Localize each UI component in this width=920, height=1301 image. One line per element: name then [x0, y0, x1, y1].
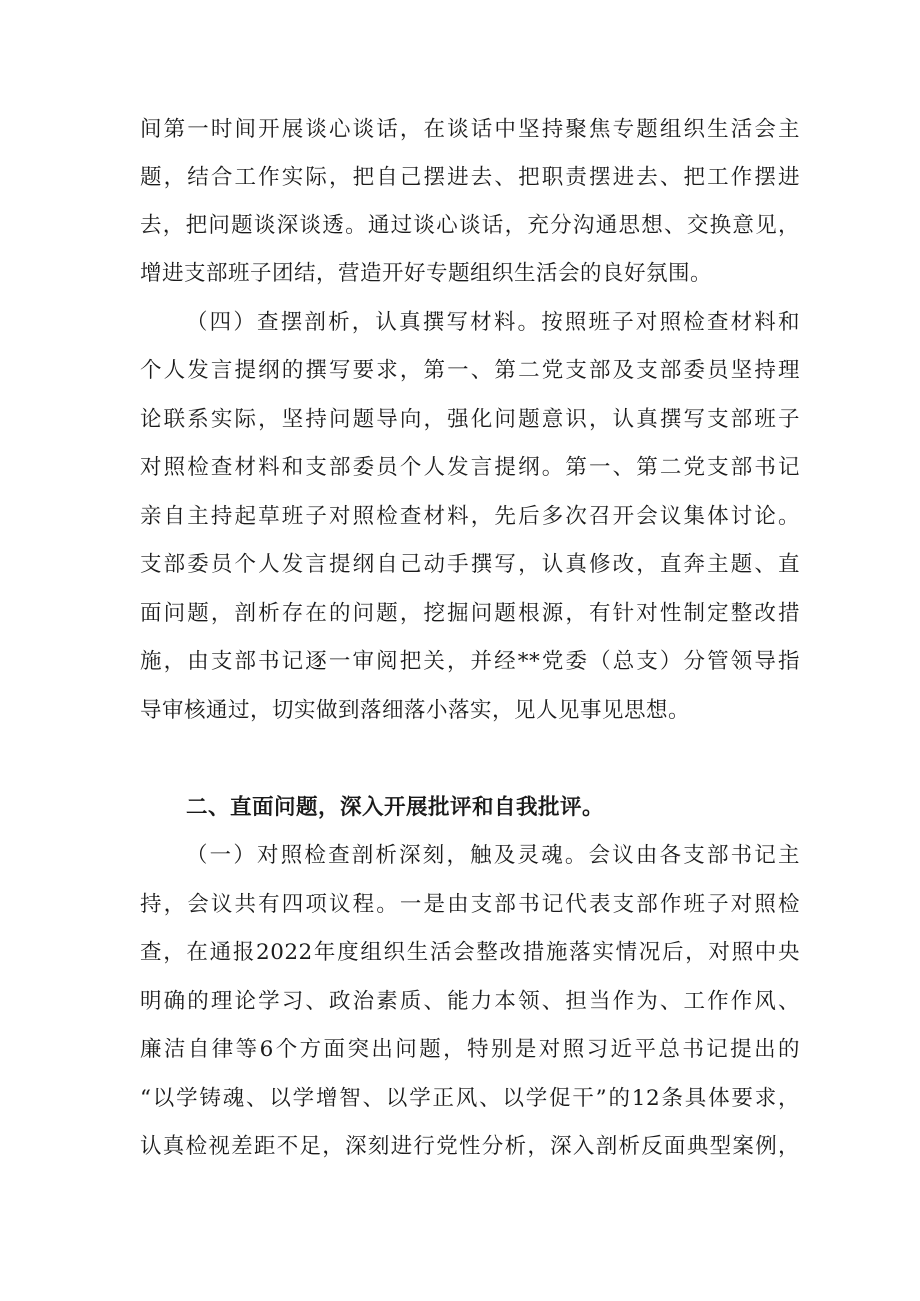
paragraph-line: 面问题，剖析存在的问题，挖掘问题根源，有针对性制定整改措 — [140, 601, 800, 626]
paragraph-line: 查，在通报2022年度组织生活会整改措施落实情况后，对照中央 — [140, 940, 800, 965]
paragraph-line: 廉洁自律等6个方面突出问题，特别是对照习近平总书记提出的 — [140, 1037, 800, 1062]
paragraph-line: 认真检视差距不足，深刻进行党性分析，深入剖析反面典型案例， — [140, 1134, 800, 1159]
paragraph-line: 题，结合工作实际，把自己摆进去、把职责摆进去、把工作摆进 — [140, 165, 800, 190]
paragraph-line: “以学铸魂、以学增智、以学正风、以学促干”的12条具体要求， — [140, 1086, 800, 1111]
paragraph-line: 施，由支部书记逐一审阅把关，并经**党委（总支）分管领导指 — [140, 649, 800, 674]
paragraph-line: 论联系实际，坚持问题导向，强化问题意识，认真撰写支部班子 — [140, 407, 800, 432]
paragraph-line: 明确的理论学习、政治素质、能力本领、担当作为、工作作风、 — [140, 989, 800, 1014]
paragraph-line: 增进支部班子团结，营造开好专题组织生活会的良好氛围。 — [140, 261, 713, 286]
paragraph-line: 导审核通过，切实做到落细落小落实，见人见事见思想。 — [140, 698, 691, 723]
paragraph-line: 个人发言提纲的撰写要求，第一、第二党支部及支部委员坚持理 — [140, 358, 800, 383]
section-heading: 二、直面问题，深入开展批评和自我批评。 — [186, 795, 605, 820]
paragraph-line: （一）对照检查剖析深刻，触及灵魂。会议由各支部书记主 — [186, 843, 800, 868]
paragraph-line: 间第一时间开展谈心谈话，在谈话中坚持聚焦专题组织生活会主 — [140, 117, 800, 142]
paragraph-line: （四）查摆剖析，认真撰写材料。按照班子对照检查材料和 — [186, 310, 800, 335]
paragraph-line: 对照检查材料和支部委员个人发言提纲。第一、第二党支部书记 — [140, 455, 800, 480]
paragraph-line: 支部委员个人发言提纲自己动手撰写，认真修改，直奔主题、直 — [140, 552, 800, 577]
paragraph-line: 亲自主持起草班子对照检查材料，先后多次召开会议集体讨论。 — [140, 504, 800, 529]
paragraph-line: 去，把问题谈深谈透。通过谈心谈话，充分沟通思想、交换意见， — [140, 213, 800, 238]
paragraph-line: 持，会议共有四项议程。一是由支部书记代表支部作班子对照检 — [140, 892, 800, 917]
